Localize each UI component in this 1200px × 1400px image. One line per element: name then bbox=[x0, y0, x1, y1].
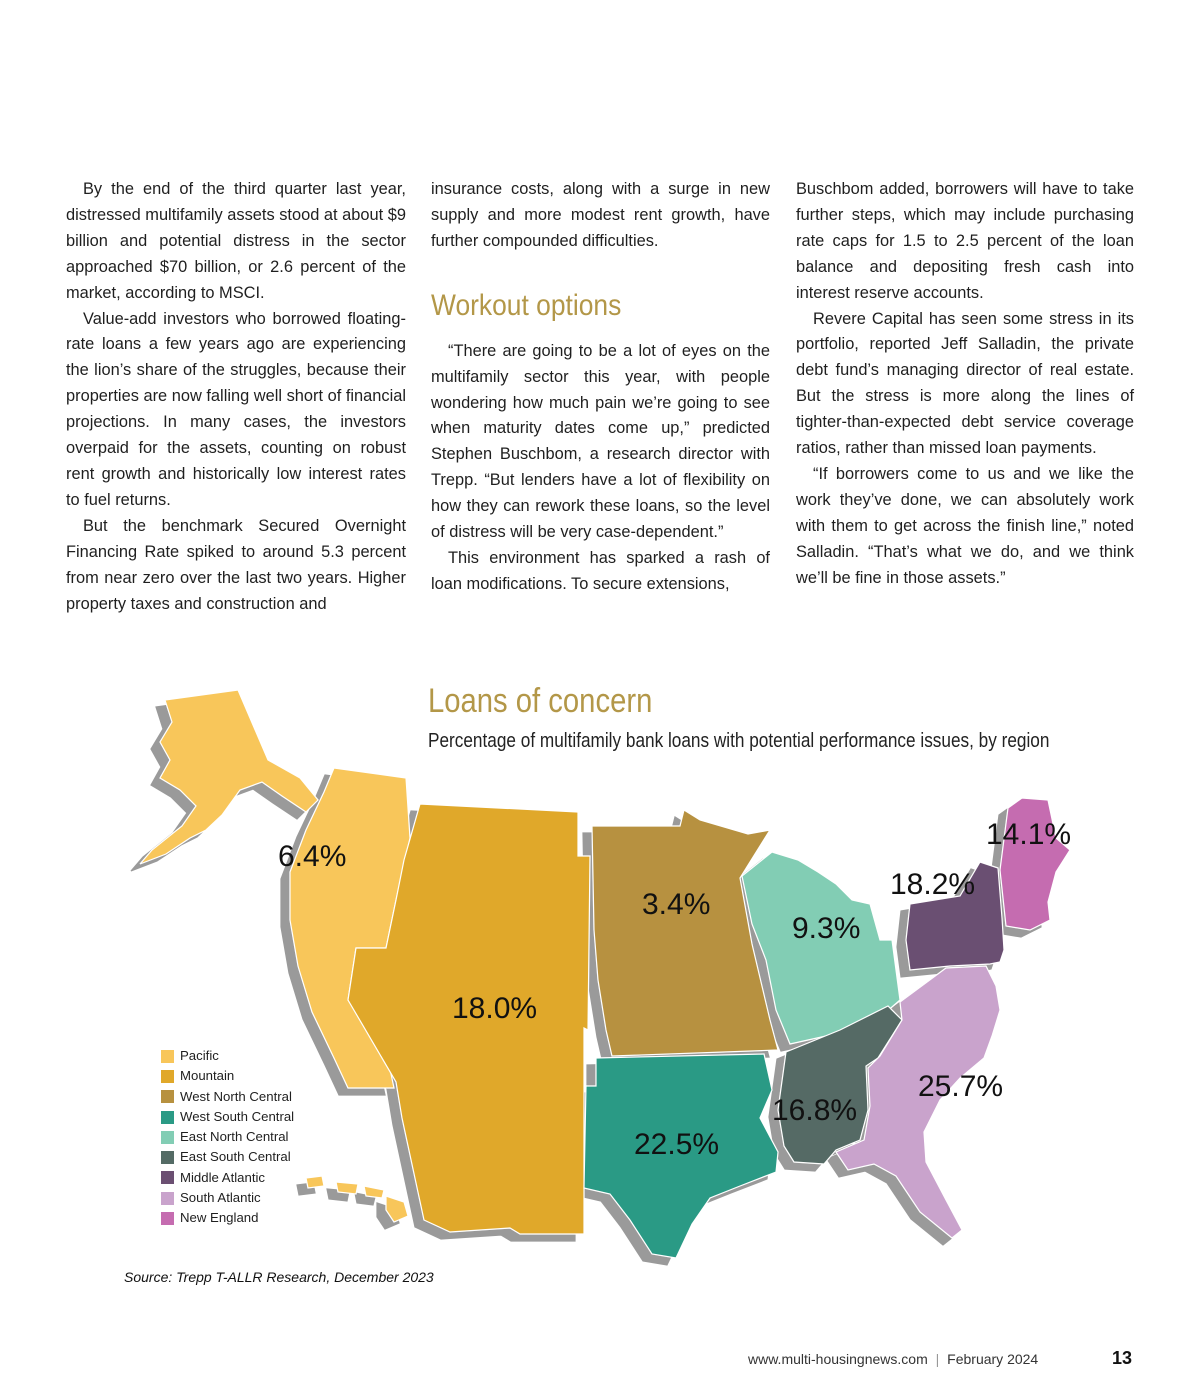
legend-item bbox=[161, 1127, 294, 1147]
region-label-middle-atlantic: 18.2% bbox=[890, 868, 976, 901]
region-label-east-north-central: 9.3% bbox=[792, 912, 861, 945]
legend-label: East North Central bbox=[180, 1129, 289, 1145]
region-label-new-england: 14.1% bbox=[986, 818, 1072, 851]
legend-swatch bbox=[161, 1070, 174, 1083]
figure-subtitle: Percentage of multifamily bank loans with potential performance issues, by region bbox=[428, 730, 1050, 752]
footer-issue: February 2024 bbox=[947, 1351, 1039, 1367]
footer-separator: | bbox=[935, 1351, 940, 1367]
map-legend bbox=[161, 1046, 294, 1229]
legend-label: West South Central bbox=[180, 1108, 295, 1124]
paragraph: “There are going to be a lot of eyes on the multifamily sector this year, with people wondering how much pain we’re going to see when maturity dates come up,” predicted Stephen Buschbom, a research director with Trepp. “But lenders have a lot of flexibility on how they can rework these loans, so the level of distress will be very case-dependent.” bbox=[431, 341, 770, 542]
region-shape-pacific-hawaii-3 bbox=[364, 1186, 384, 1198]
paragraph: Revere Capital has seen some stress in its portfolio, reported Jeff Salladin, the private debt fund’s managing director of real estate. But the stress is more along the lines of tighter-than-expected debt service coverage ratios, rather than missed loan payments. bbox=[796, 309, 1134, 458]
footer-publication bbox=[748, 1351, 1038, 1367]
legend-item bbox=[161, 1208, 294, 1228]
legend-label: Pacific bbox=[180, 1048, 219, 1063]
paragraph: “If borrowers come to us and we like the work they’ve done, we can absolutely work with them to get across the finish line,” noted Salladin. “That’s what we do, and we think we’ll be fine in those assets.” bbox=[796, 464, 1134, 587]
paragraph: But the benchmark Secured Overnight Financing Rate spiked to around 5.3 percent from near zero over the last two years. Higher property taxes and construction and bbox=[66, 516, 406, 613]
paragraph: Value-add investors who borrowed floating-rate loans a few years ago are experiencing the lion’s share of the struggles, because their properties are now falling well short of financial projections. In many cases, the investors overpaid for the assets, counting on robust rent growth and historically low interest rates to fuel returns. bbox=[66, 309, 406, 509]
region-label-west-south-central: 22.5% bbox=[634, 1128, 720, 1161]
paragraph: Buschbom added, borrowers will have to take further steps, which may include purchasing rate caps for 1.5 to 2.5 percent of the loan balance and depositing fresh cash into interest reserve accounts. bbox=[796, 180, 1134, 302]
region-shape-pacific-hawaii-2 bbox=[336, 1182, 358, 1194]
figure-title: Loans of concern bbox=[428, 682, 653, 720]
legend-swatch bbox=[161, 1171, 174, 1184]
legend-item bbox=[161, 1087, 294, 1107]
legend-item bbox=[161, 1066, 294, 1086]
legend-swatch bbox=[161, 1151, 174, 1164]
legend-label: South Atlantic bbox=[180, 1190, 261, 1206]
legend-swatch bbox=[161, 1192, 174, 1205]
region-label-south-atlantic: 25.7% bbox=[918, 1070, 1004, 1103]
figure-source: Source: Trepp T-ALLR Research, December 2023 bbox=[124, 1269, 434, 1285]
region-label-mountain: 18.0% bbox=[452, 992, 538, 1025]
section-subhead: Workout options bbox=[431, 288, 622, 322]
region-shape-pacific-hawaii-1 bbox=[306, 1176, 324, 1188]
legend-swatch bbox=[161, 1090, 174, 1103]
legend-label: New England bbox=[180, 1210, 259, 1226]
legend-item bbox=[161, 1046, 294, 1066]
legend-item bbox=[161, 1147, 294, 1167]
legend-label: West North Central bbox=[180, 1088, 292, 1104]
paragraph: This environment has sparked a rash of loan modifications. To secure extensions, bbox=[431, 548, 770, 593]
region-shape-pacific-hawaii-4 bbox=[386, 1196, 408, 1222]
legend-swatch bbox=[161, 1111, 174, 1124]
footer-url[interactable]: www.multi-housingnews.com bbox=[748, 1351, 928, 1367]
legend-swatch bbox=[161, 1212, 174, 1225]
page-number: 13 bbox=[1112, 1348, 1133, 1368]
region-label-west-north-central: 3.4% bbox=[642, 888, 711, 921]
legend-label: East South Central bbox=[180, 1149, 291, 1165]
legend-swatch bbox=[161, 1050, 174, 1063]
legend-item bbox=[161, 1188, 294, 1208]
legend-swatch bbox=[161, 1131, 174, 1144]
paragraph: insurance costs, along with a surge in new supply and more modest rent growth, have further compounded difficulties. bbox=[431, 180, 770, 250]
legend-label: Mountain bbox=[180, 1068, 235, 1084]
legend-item bbox=[161, 1107, 294, 1127]
region-shape-pacific-alaska bbox=[140, 690, 318, 864]
legend-item bbox=[161, 1168, 294, 1188]
legend-label: Middle Atlantic bbox=[180, 1169, 266, 1185]
region-shape-west-north-central bbox=[592, 810, 778, 1056]
paragraph: By the end of the third quarter last year, distressed multifamily assets stood at about $9 billion and potential distress in the sector approached $70 billion, or 2.6 percent of the market, according to MSCI. bbox=[66, 180, 406, 302]
region-label-east-south-central: 16.8% bbox=[772, 1094, 858, 1127]
region-label-pacific: 6.4% bbox=[278, 840, 347, 873]
